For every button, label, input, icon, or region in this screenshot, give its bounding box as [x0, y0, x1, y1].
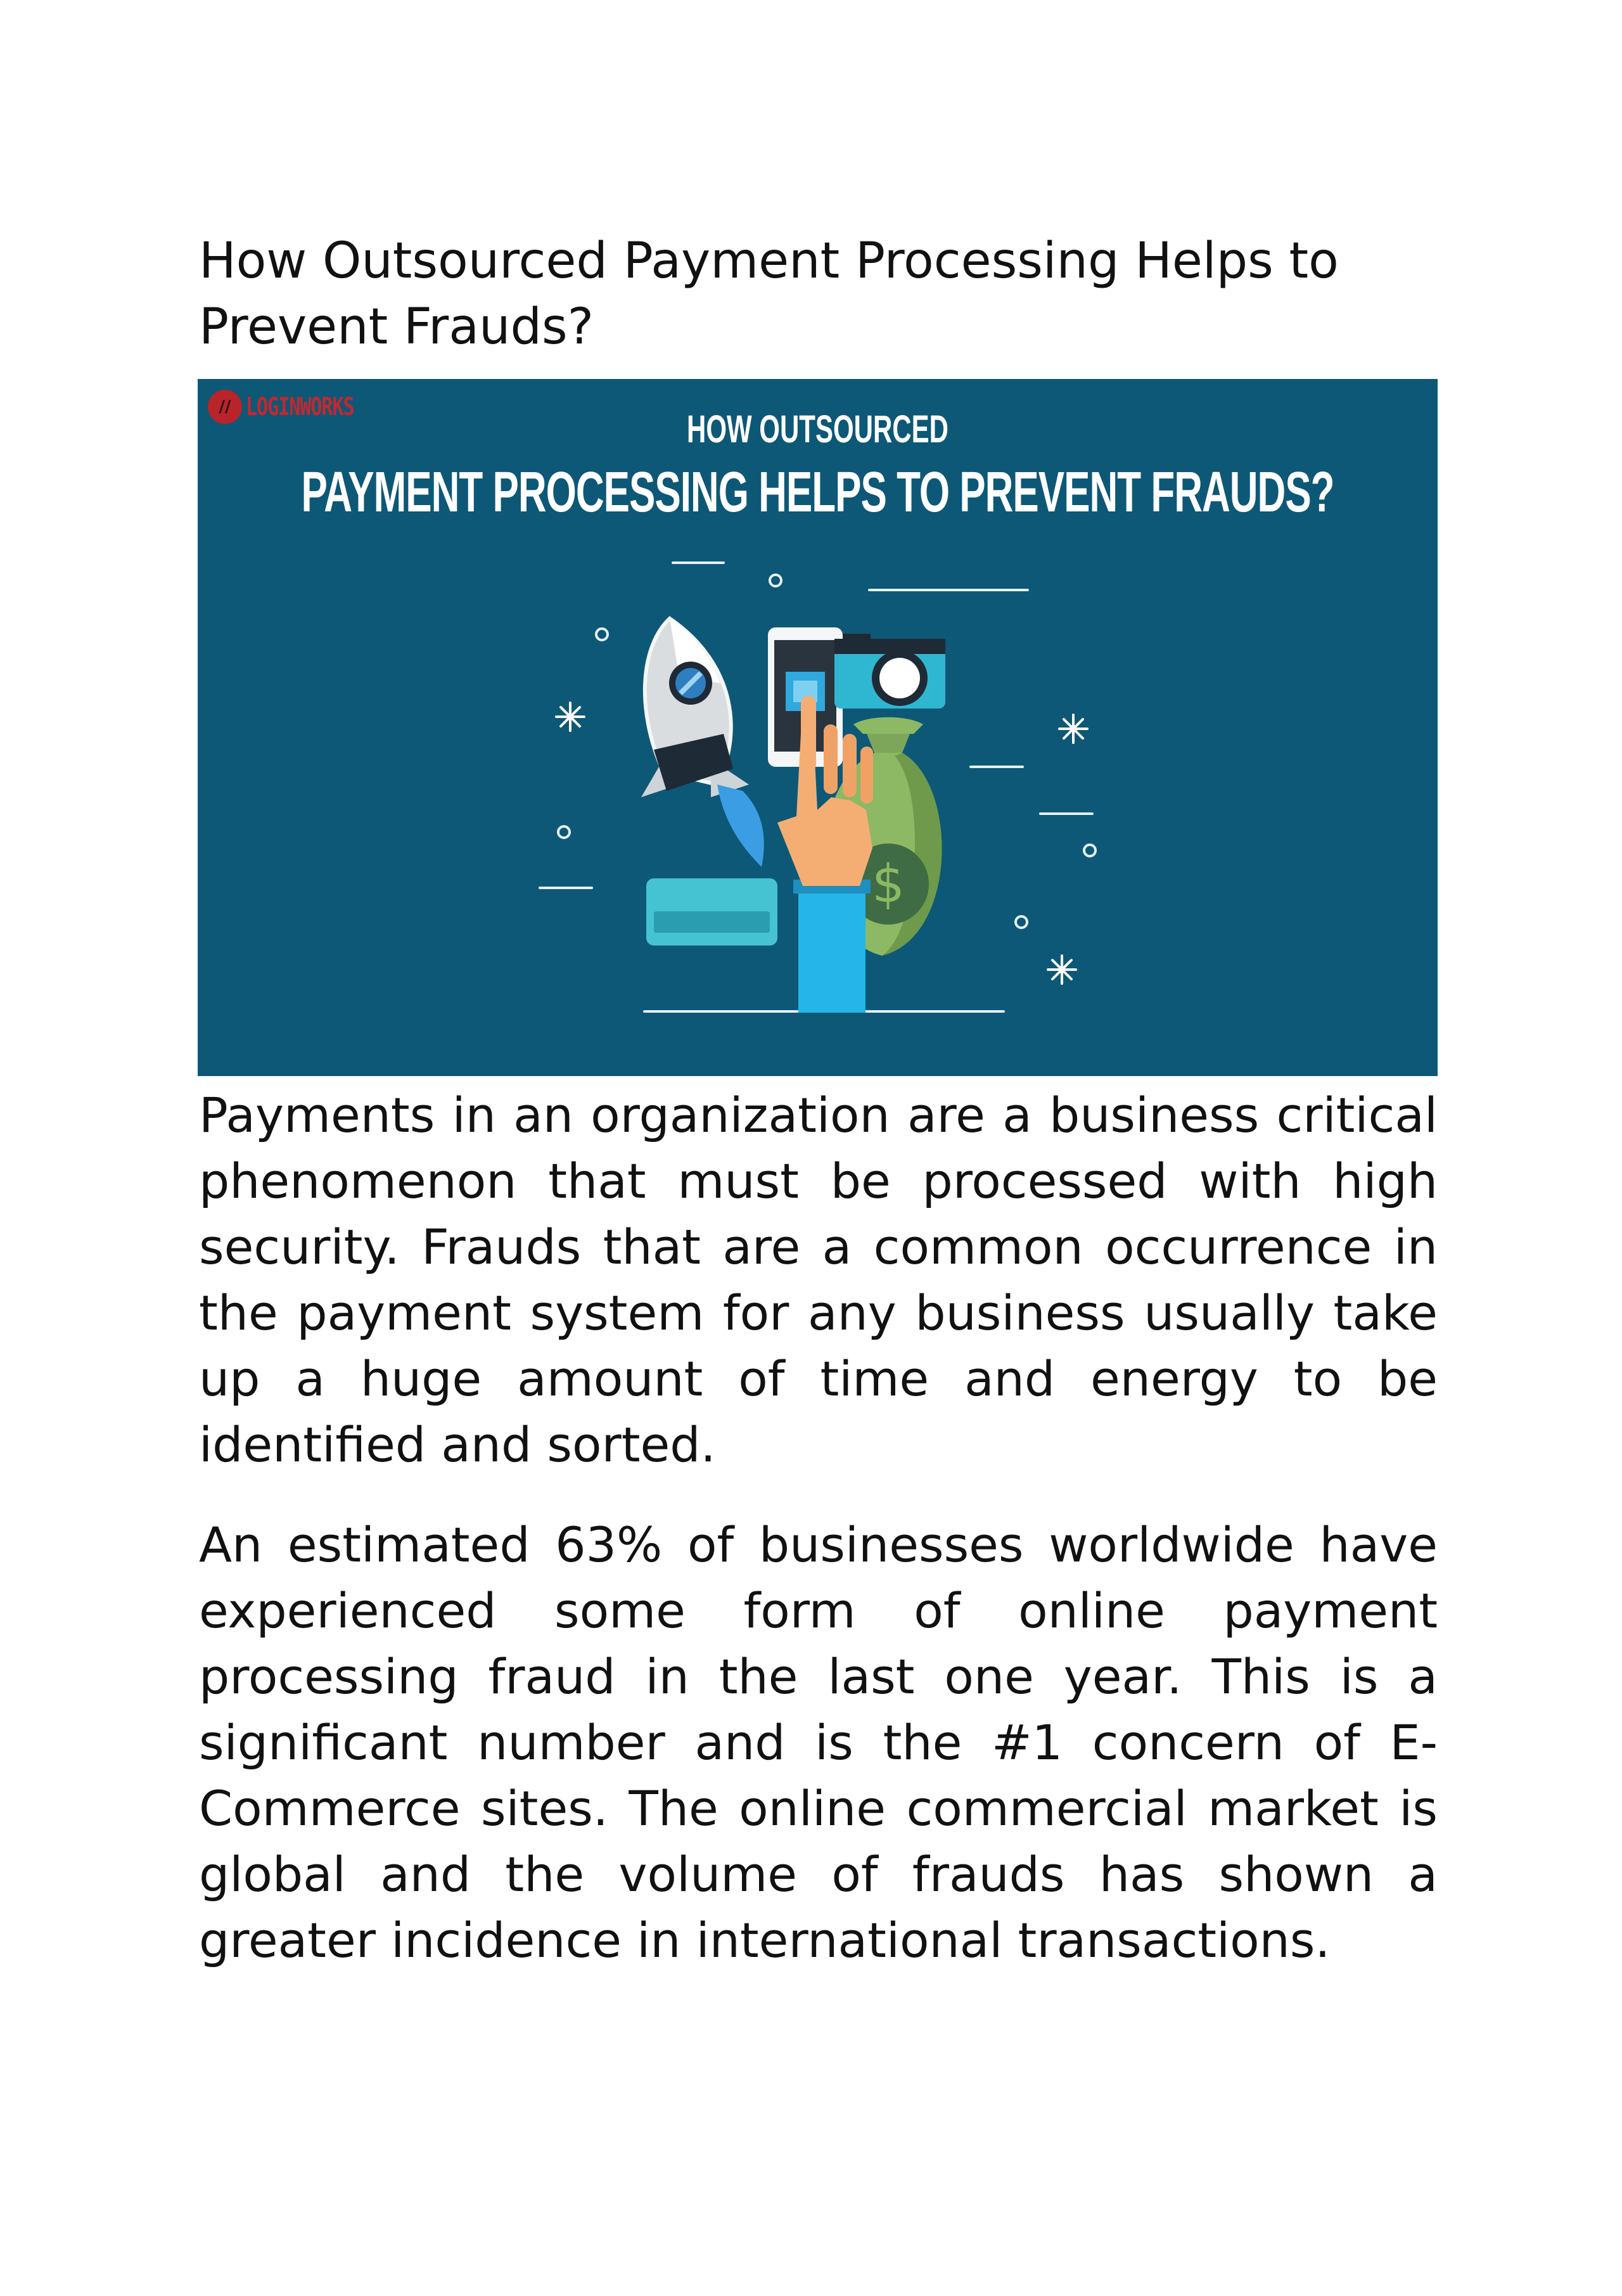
header-banner-image	[198, 379, 1438, 1076]
logo-mark-icon: //	[208, 390, 242, 424]
logo-text: LOGINWORKS	[246, 392, 354, 421]
page-title: How Outsourced Payment Processing Helps to Prevent Frauds?	[199, 233, 1339, 356]
camera-icon	[834, 634, 945, 709]
paragraph: Payments in an organization are a business critical phenomenon that must be processed with high security. Frauds that are a common occurrence in the payment system for any business usually take up a huge amount of time and energy to be identified and sorted.	[199, 1087, 1438, 1473]
credit-card-icon	[646, 878, 777, 946]
banner-kicker: HOW OUTSOURCED	[687, 407, 948, 451]
dollar-sign: $	[871, 854, 905, 914]
paragraph: An estimated 63% of businesses worldwide have experienced some form of online payment processing fraud in the last one year. This is a significant number and is the #1 concern of E-Commerce sites. The online commercial market is global and the volume of frauds has shown a greater incidence in international transactions.	[199, 1517, 1438, 1968]
banner-headline: PAYMENT PROCESSING HELPS TO PREVENT FRAUDS?	[301, 461, 1334, 525]
rocket-icon	[641, 619, 764, 867]
